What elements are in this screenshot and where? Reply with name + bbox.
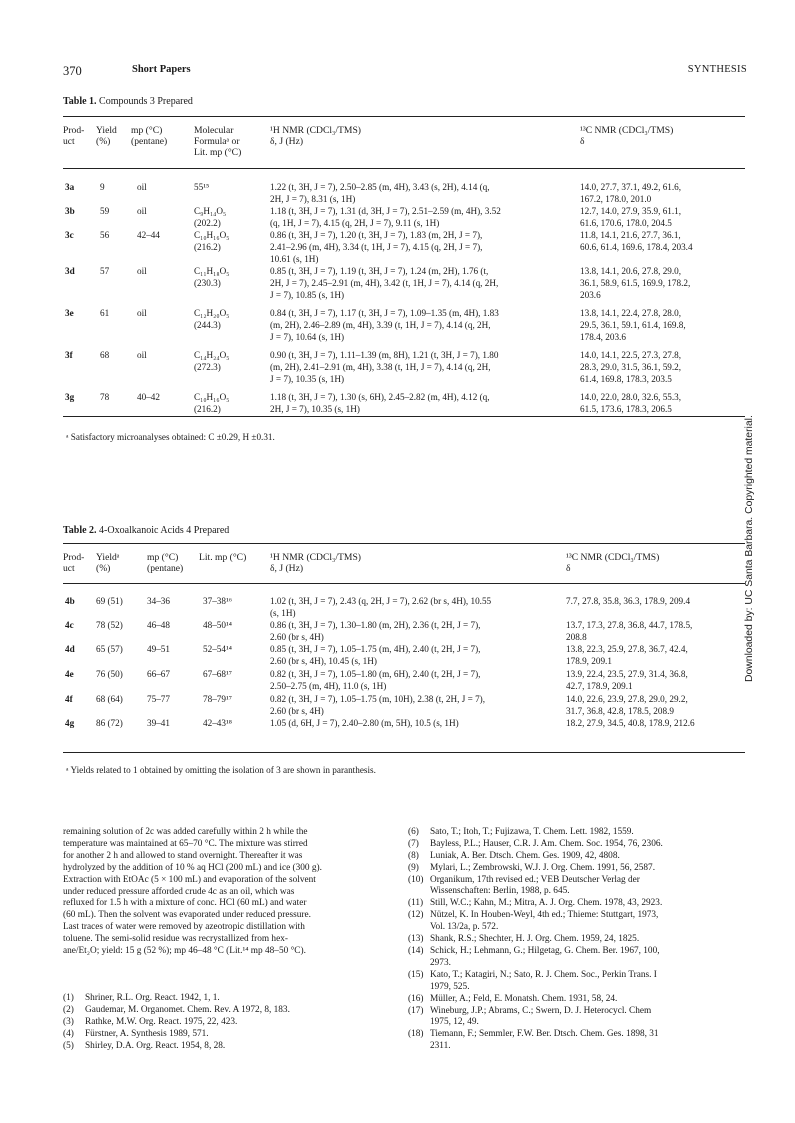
reference-text: 2311. (430, 1041, 451, 1052)
table1-c-nmr-line: 61.6, 170.6, 178.0, 204.5 (580, 218, 672, 228)
table2-h-nmr-line: 2.60 (br s, 4H) (270, 632, 324, 642)
reference-text: Mylari, L.; Zembrowski, W.J. J. Org. Chem. 1991, 56, 2587. (430, 862, 656, 873)
table2-c-nmr-line: 18.2, 27.9, 34.5, 40.8, 178.9, 212.6 (566, 718, 695, 728)
reference-item (63, 993, 393, 1005)
table1-c-nmr-line: 12.7, 14.0, 27.9, 35.9, 61.1, (580, 206, 682, 216)
reference-text: Still, W.C.; Kahn, M.; Mitra, A. J. Org. Chem. 1978, 43, 2923. (430, 898, 663, 909)
table1-bottom-rule (63, 416, 745, 417)
table1-col-header-mol-line: Molecular (194, 125, 234, 136)
table1-c-nmr-line: 36.1, 58.9, 61.5, 169.9, 178.2, (580, 278, 691, 288)
reference-item (63, 1029, 393, 1041)
table2-h-nmr-line: 1.05 (d, 6H, J = 7), 2.40–2.80 (m, 5H), 10.5 (s, 1H) (270, 718, 459, 728)
table1-yield: 68 (100, 350, 110, 360)
table1-h-nmr (270, 391, 490, 415)
table2-col-header-h-line: ¹H NMR (CDCl₃/TMS) (270, 552, 361, 563)
reference-number: (8) (408, 850, 419, 861)
table1-product: 3f (65, 350, 73, 360)
table1-product: 3a (65, 182, 75, 192)
table2-mp: 66–67 (147, 669, 170, 679)
table2-yield: 69 (51) (96, 596, 123, 606)
table1-formula-line: C₁₁H₁₈O₅ (194, 266, 230, 276)
reference-number: (17) (408, 1005, 424, 1016)
reference-text: Gaudemar, M. Organomet. Chem. Rev. A 1972, 8, 183. (85, 1004, 290, 1015)
reference-number: (18) (408, 1029, 424, 1040)
table2-col-header-c-line: δ (566, 563, 571, 574)
reference-item (408, 839, 748, 851)
reference-number: (13) (408, 934, 424, 945)
table1-c-nmr-line: 29.5, 36.1, 59.1, 61.4, 169.8, (580, 320, 686, 330)
table1-c-nmr-line: 14.0, 14.1, 22.5, 27.3, 27.8, (580, 350, 682, 360)
reference-item (63, 1005, 393, 1017)
table2-h-nmr (270, 693, 485, 717)
table1-h-nmr-line: 2.41–2.96 (m, 4H), 3.34 (t, 1H, J = 7), 4.15 (q, 2H, J = 7), (270, 242, 483, 252)
reference-number: (14) (408, 946, 424, 956)
table1-formula-line: (244.3) (194, 320, 221, 330)
table2-yield: 76 (50) (96, 669, 123, 679)
table1-yield: 57 (100, 266, 110, 276)
table1-h-nmr (270, 181, 490, 205)
table2-h-nmr-line: 0.82 (t, 3H, J = 7), 1.05–1.80 (m, 6H), 2.40 (t, 2H, J = 7), (270, 669, 481, 679)
table2-col-header-yield (96, 552, 119, 574)
table1-c-nmr (580, 349, 681, 385)
table1-formula (194, 349, 229, 373)
table1-h-nmr-line: 2H, J = 7), 8.31 (s, 1H) (270, 194, 356, 204)
table2-col-header-lit-line: Lit. mp (°C) (199, 552, 247, 563)
table1-formula-line: (230.3) (194, 278, 221, 288)
table1-col-header-mol-line: Formulaᵃ or (194, 136, 240, 147)
table1-col-header-h-line: δ, J (Hz) (270, 136, 304, 147)
table2-c-nmr-line: 31.7, 36.8, 42.8, 178.5, 208.9 (566, 706, 674, 716)
table2-yield: 78 (52) (96, 620, 123, 630)
table2-col-header-mp-line: mp (°C) (147, 552, 179, 563)
table1-col-header-c (580, 125, 673, 147)
table2-c-nmr (566, 717, 695, 729)
table2-product: 4c (65, 620, 74, 630)
body-text-line: refluxed for 1.5 h with a mixture of conc. HCl (60 mL) and water (63, 898, 307, 909)
table1-c-nmr-line: 14.0, 27.7, 37.1, 49.2, 61.6, (580, 182, 682, 192)
table1-product: 3e (65, 308, 74, 318)
table2-c-nmr-line: 178.9, 209.1 (566, 656, 612, 666)
table1-h-nmr-line: 1.22 (t, 3H, J = 7), 2.50–2.85 (m, 4H), 3.43 (s, 2H), 4.14 (q, (270, 182, 490, 192)
table1-product: 3g (65, 392, 75, 402)
table1-c-nmr (580, 181, 681, 205)
table1-col-header-prod-line: uct (63, 136, 75, 147)
reference-number: (16) (408, 993, 424, 1004)
table1-h-nmr-line: 0.86 (t, 3H, J = 7), 1.20 (t, 3H, J = 7), 1.83 (m, 2H, J = 7), (270, 230, 483, 240)
reference-text: Bayless, P.L.; Hauser, C.R. J. Am. Chem. Soc. 1954, 76, 2306. (430, 838, 663, 849)
table1-h-nmr-line: (m, 2H), 2.46–2.89 (m, 4H), 3.39 (t, 1H, J = 7), 4.14 (q, 2H, (270, 320, 491, 330)
journal-name: SYNTHESIS (687, 64, 747, 75)
table2-h-nmr-line: 0.86 (t, 3H, J = 7), 1.30–1.80 (m, 2H), 2.36 (t, 2H, J = 7), (270, 620, 481, 630)
table1-c-nmr-line: 28.3, 29.0, 31.5, 36.1, 59.2, (580, 362, 682, 372)
section-title: Short Papers (132, 64, 191, 75)
table2-col-header-prod (63, 552, 84, 574)
table1-formula-line: (202.2) (194, 218, 221, 228)
table2-c-nmr-line: 13.9, 22.4, 23.5, 27.9, 31.4, 36.8, (566, 669, 688, 679)
table2-lit: 37–38¹⁶ (203, 596, 232, 606)
table2-product: 4f (65, 694, 73, 704)
table2-h-nmr-line: 0.82 (t, 3H, J = 7), 1.05–1.75 (m, 10H), 2.38 (t, 2H, J = 7), (270, 694, 486, 704)
table1-h-nmr-line: 10.61 (s, 1H) (270, 254, 319, 264)
reference-number: (1) (63, 993, 74, 1003)
table1-h-nmr-line: 2H, J = 7), 10.35 (s, 1H) (270, 404, 360, 414)
reference-text: Müller, A.; Feld, E. Monatsh. Chem. 1931, 58, 24. (430, 993, 618, 1004)
reference-number: (10) (408, 874, 424, 885)
table1-mp: 40–42 (137, 392, 160, 402)
reference-item (408, 934, 748, 946)
table2-h-nmr (270, 717, 459, 729)
table1-h-nmr-line: J = 7), 10.35 (s, 1H) (270, 374, 345, 384)
table2-header-rule (63, 583, 745, 584)
table2-col-header-prod-line: uct (63, 563, 75, 574)
table1-c-nmr-line: 60.6, 61.4, 169.6, 178.4, 203.4 (580, 242, 693, 252)
reference-item (408, 898, 748, 910)
table1-col-header-c-line: ¹³C NMR (CDCl₃/TMS) (580, 125, 674, 136)
table2-lit: 78–79¹⁷ (203, 694, 232, 704)
table2-caption: Table 2. 4-Oxoalkanoic Acids 4 Prepared (63, 525, 230, 536)
reference-text: Shank, R.S.; Shechter, H. J. Org. Chem. 1959, 24, 1825. (430, 934, 640, 945)
table2-col-header-mp-line: (pentane) (147, 563, 184, 574)
body-text-line: hydrolyzed by the addition of 10 % aq HCl (200 mL) and ice (300 g). (63, 862, 322, 873)
table1-col-header-mol (194, 125, 241, 158)
reference-text: Shirley, D.A. Org. React. 1954, 8, 28. (85, 1040, 226, 1051)
table2-lit: 42–43¹⁸ (203, 718, 232, 728)
reference-item (408, 910, 748, 934)
table2-lit: 48–50¹⁴ (203, 620, 232, 630)
reference-text: 1979, 525. (430, 981, 470, 992)
reference-text: Organikum, 17th revised ed.; VEB Deutscher Verlag der (430, 874, 640, 885)
table2-product: 4g (65, 718, 75, 728)
table1-c-nmr (580, 307, 686, 343)
table1-h-nmr (270, 205, 501, 229)
table1-yield: 59 (100, 206, 110, 216)
table1-yield: 61 (100, 308, 110, 318)
table1-c-nmr (580, 265, 690, 301)
table2-lit: 52–54¹⁴ (203, 644, 232, 654)
table1-col-header-mol-line: Lit. mp (°C) (194, 147, 242, 158)
reference-item (63, 1041, 393, 1053)
body-text-line: ane/Et₂O; yield: 15 g (52 %); mp 46–48 °C (Lit.¹⁴ mp 48–50 °C). (63, 946, 306, 957)
table2-c-nmr-line: 13.7, 17.3, 27.8, 36.8, 44.7, 178.5, (566, 620, 693, 630)
table1-formula (194, 205, 226, 229)
reference-number: (2) (63, 1004, 74, 1015)
reference-number: (11) (408, 898, 424, 909)
table1-c-nmr (580, 391, 681, 415)
table2-top-rule (63, 543, 745, 544)
table2-mp: 34–36 (147, 596, 170, 606)
table1-col-header-h (270, 125, 361, 147)
table1-h-nmr-line: 0.85 (t, 3H, J = 7), 1.19 (t, 3H, J = 7), 1.24 (m, 2H), 1.76 (t, (270, 266, 489, 276)
reference-text: 2973. (430, 957, 451, 968)
body-text-line: (60 mL). Then the solvent was evaporated under reduced pressure. (63, 910, 311, 921)
reference-item (408, 875, 748, 899)
reference-item (408, 946, 748, 970)
body-text-line: temperature was maintained at 65–70 °C. The mixture was stirred (63, 838, 308, 849)
reference-text: Nützel, K. In Houben-Weyl, 4th ed.; Thieme: Stuttgart, 1973, (430, 910, 659, 921)
table2-col-header-mp (147, 552, 183, 574)
table1-h-nmr-line: 1.18 (t, 3H, J = 7), 1.31 (d, 3H, J = 7), 2.51–2.59 (m, 4H), 3.52 (270, 206, 501, 216)
table2-h-nmr (270, 668, 480, 692)
table2-h-nmr-line: 1.02 (t, 3H, J = 7), 2.43 (q, 2H, J = 7), 2.62 (br s, 4H), 10.55 (270, 596, 492, 606)
table1-product: 3c (65, 230, 74, 240)
reference-number: (12) (408, 910, 424, 921)
reference-text: Wissenschaften: Berlin, 1988, p. 645. (430, 886, 570, 897)
table1-c-nmr-line: 13.8, 14.1, 20.6, 27.8, 29.0, (580, 266, 682, 276)
table2-mp: 46–48 (147, 620, 170, 630)
table2-product: 4b (65, 596, 75, 606)
table2-col-header-h (270, 552, 361, 574)
table1-formula-line: C₁₄H₂₄O₅ (194, 350, 230, 360)
reference-text: Vol. 13/2a, p. 572. (430, 922, 499, 933)
table1-formula-line: C₁₂H₂₀O₅ (194, 308, 230, 318)
table1-top-rule (63, 116, 745, 117)
reference-text: Tiemann, F.; Semmler, F.W. Ber. Dtsch. Chem. Ges. 1898, 31 (430, 1029, 659, 1040)
table1-h-nmr-line: 2H, J = 7), 2.45–2.91 (m, 4H), 3.42 (t, 1H, J = 7), 4.14 (q, 2H, (270, 278, 499, 288)
table1-formula-line: (272.3) (194, 362, 221, 372)
table2-h-nmr-line: 2.60 (br s, 4H), 10.45 (s, 1H) (270, 656, 377, 666)
page-number: 370 (63, 64, 82, 78)
reference-number: (7) (408, 838, 419, 849)
reference-text: 1975, 12, 49. (430, 1017, 479, 1028)
table2-footnote: ᵃ Yields related to 1 obtained by omitting the isolation of 3 are shown in paranthesis. (66, 765, 376, 775)
table2-h-nmr-line: (s, 1H) (270, 608, 296, 618)
table1-c-nmr-line: 167.2, 178.0, 201.0 (580, 194, 652, 204)
reference-number: (9) (408, 862, 419, 873)
table2-yield: 86 (72) (96, 718, 123, 728)
table2-col-header-c (566, 552, 659, 574)
table1-col-header-h-line: ¹H NMR (CDCl₃/TMS) (270, 125, 361, 136)
table2-c-nmr-line: 14.0, 22.6, 23.9, 27.8, 29.0, 29.2, (566, 694, 688, 704)
reference-number: (3) (63, 1016, 74, 1027)
reference-item (408, 970, 748, 994)
table2-c-nmr (566, 668, 688, 692)
table2-c-nmr-line: 208.8 (566, 632, 587, 642)
table2-product: 4d (65, 644, 75, 654)
reference-number: (5) (63, 1040, 74, 1051)
table1-col-header-yield-line: (%) (96, 136, 111, 147)
reference-item (408, 863, 748, 875)
table2-h-nmr-line: 2.60 (br s, 4H) (270, 706, 324, 716)
table2-h-nmr-line: 0.85 (t, 3H, J = 7), 1.05–1.75 (m, 4H), 2.40 (t, 2H, J = 7), (270, 644, 481, 654)
table2-c-nmr (566, 595, 690, 607)
table2-c-nmr-line: 42.7, 178.9, 209.1 (566, 681, 633, 691)
reference-number: (4) (63, 1028, 74, 1039)
table1-col-header-mp-line: (pentane) (131, 136, 168, 147)
table1-h-nmr-line: 0.84 (t, 3H, J = 7), 1.17 (t, 3H, J = 7), 1.09–1.35 (m, 4H), 1.83 (270, 308, 499, 318)
table1-yield: 56 (100, 230, 110, 240)
table2-h-nmr (270, 619, 480, 643)
table1-formula-line: C₁₀H₁₆O₅ (194, 230, 230, 240)
table2-mp: 75–77 (147, 694, 170, 704)
body-text-line: remaining solution of 2c was added carefully within 2 h while the (63, 827, 308, 837)
table1-h-nmr-line: 1.18 (t, 3H, J = 7), 1.30 (s, 6H), 2.45–2.82 (m, 4H), 4.12 (q, (270, 392, 490, 402)
table2-yield: 65 (57) (96, 644, 123, 654)
table2-c-nmr-line: 7.7, 27.8, 35.8, 36.3, 178.9, 209.4 (566, 596, 691, 606)
table2-h-nmr-line: 2.50–2.75 (m, 4H), 11.0 (s, 1H) (270, 681, 387, 691)
table1-formula-line: (216.2) (194, 404, 221, 414)
table1-mp: oil (137, 308, 147, 318)
table2-col-header-h-line: δ, J (Hz) (270, 563, 304, 574)
reference-text: Shriner, R.L. Org. React. 1942, 1, 1. (85, 993, 220, 1003)
table1-mp: oil (137, 206, 147, 216)
table1-formula-line: (216.2) (194, 242, 221, 252)
reference-number: (15) (408, 969, 424, 980)
table2-c-nmr (566, 643, 688, 667)
table1-formula (194, 265, 229, 289)
body-text-line: under reduced pressure afforded crude 4c as an oil, which was (63, 886, 295, 897)
table2-c-nmr (566, 693, 688, 717)
table2-col-header-lit (199, 552, 246, 563)
table2-c-nmr (566, 619, 692, 643)
reference-text: Luniak, A. Ber. Dtsch. Chem. Ges. 1909, 42, 4808. (430, 850, 620, 861)
table1-c-nmr (580, 205, 681, 229)
reference-text: Sato, T.; Itoh, T.; Fujizawa, T. Chem. Lett. 1982, 1559. (430, 827, 634, 837)
table1-formula (194, 391, 229, 415)
table1-yield: 9 (100, 182, 105, 192)
table1-col-header-prod-line: Prod- (63, 125, 85, 136)
table1-c-nmr-line: 203.6 (580, 290, 601, 300)
table1-mp: oil (137, 266, 147, 276)
table1-formula-line: C₉H₁₄O₅ (194, 206, 227, 216)
table1-mp: 42–44 (137, 230, 160, 240)
table1-c-nmr-line: 61.5, 173.6, 178.3, 206.5 (580, 404, 672, 414)
table1-c-nmr-line: 61.4, 169.8, 178.3, 203.5 (580, 374, 672, 384)
table1-h-nmr (270, 307, 499, 343)
reference-text: Schick, H.; Lehmann, G.; Hilgetag, G. Chem. Ber. 1967, 100, (430, 946, 660, 956)
table1-h-nmr-line: (q, 1H, J = 7), 4.15 (q, 2H, J = 7), 9.11 (s, 1H) (270, 218, 440, 228)
table1-h-nmr-line: J = 7), 10.85 (s, 1H) (270, 290, 345, 300)
reference-text: Kato, T.; Katagiri, N.; Sato, R. J. Chem. Soc., Perkin Trans. I (430, 969, 657, 980)
table1-header-rule (63, 168, 745, 169)
table1-mp: oil (137, 350, 147, 360)
table1-c-nmr-line: 11.8, 14.1, 21.6, 27.7, 36.1, (580, 230, 681, 240)
table1-c-nmr-line: 178.4, 203.6 (580, 332, 626, 342)
table2-mp: 39–41 (147, 718, 170, 728)
table1-h-nmr-line: (m, 2H), 2.41–2.91 (m, 4H), 3.38 (t, 1H, J = 7), 4.14 (q, 2H, (270, 362, 491, 372)
reference-item (408, 827, 748, 839)
table2-col-header-c-line: ¹³C NMR (CDCl₃/TMS) (566, 552, 660, 563)
reference-item (63, 1017, 393, 1029)
table1-footnote: ᵃ Satisfactory microanalyses obtained: C ±0.29, H ±0.31. (66, 432, 275, 442)
reference-item (408, 1029, 748, 1053)
body-text-line: Last traces of water were removed by azeotropic distillation with (63, 922, 305, 933)
table1-h-nmr (270, 265, 498, 301)
reference-text: Rathke, M.W. Org. React. 1975, 22, 423. (85, 1016, 238, 1027)
table1-product: 3d (65, 266, 75, 276)
table1-col-header-mp-line: mp (°C) (131, 125, 163, 136)
table1-col-header-prod (63, 125, 84, 147)
table1-h-nmr-line: J = 7), 10.64 (s, 1H) (270, 332, 345, 342)
table2-h-nmr (270, 643, 480, 667)
table2-col-header-yield-line: Yieldᵃ (96, 552, 120, 563)
body-text-line: toluene. The semi-solid residue was recrystallized from hex- (63, 934, 288, 945)
table1-c-nmr-line: 13.8, 14.1, 22.4, 27.8, 28.0, (580, 308, 682, 318)
table2-col-header-prod-line: Prod- (63, 552, 85, 563)
body-text (63, 827, 322, 958)
table1-col-header-mp (131, 125, 167, 147)
table1-caption: Table 1. Compounds 3 Prepared (63, 96, 193, 107)
body-text-line: Extraction with EtOAc (5 × 100 mL) and evaporation of the solvent (63, 874, 316, 885)
table1-mp: oil (137, 182, 147, 192)
reference-number: (6) (408, 827, 419, 837)
table2-col-header-yield-line: (%) (96, 563, 111, 574)
table2-h-nmr (270, 595, 491, 619)
table2-c-nmr-line: 13.8, 22.3, 25.9, 27.8, 36.7, 42.4, (566, 644, 688, 654)
table2-mp: 49–51 (147, 644, 170, 654)
table2-product: 4e (65, 669, 74, 679)
reference-text: Wineburg, J.P.; Abrams, C.; Swern, D. J. Heterocycl. Chem (430, 1005, 652, 1016)
table1-c-nmr (580, 229, 693, 253)
body-text-line: for another 2 h and allowed to stand overnight. Thereafter it was (63, 850, 303, 861)
reference-item (408, 994, 748, 1006)
table1-col-header-yield-line: Yield (96, 125, 117, 136)
table1-formula (194, 307, 229, 331)
table1-formula (194, 181, 209, 193)
table1-formula-line: C₁₀H₁₆O₅ (194, 392, 230, 402)
table1-h-nmr-line: 0.90 (t, 3H, J = 7), 1.11–1.39 (m, 8H), 1.21 (t, 3H, J = 7), 1.80 (270, 350, 499, 360)
table1-h-nmr (270, 349, 498, 385)
table2-bottom-rule (63, 752, 745, 753)
table1-product: 3b (65, 206, 75, 216)
table1-formula (194, 229, 229, 253)
table1-formula-line: 55¹⁵ (194, 182, 210, 192)
table1-col-header-yield (96, 125, 117, 147)
table2-yield: 68 (64) (96, 694, 123, 704)
table1-yield: 78 (100, 392, 110, 402)
reference-item (408, 1006, 748, 1030)
table2-lit: 67–68¹⁷ (203, 669, 232, 679)
download-notice: Downloaded by: UC Santa Barbara. Copyrighted material. (744, 415, 755, 682)
reference-text: Fürstner, A. Synthesis 1989, 571. (85, 1028, 209, 1039)
table1-c-nmr-line: 14.0, 22.0, 28.0, 32.6, 55.3, (580, 392, 682, 402)
table1-col-header-c-line: δ (580, 136, 585, 147)
reference-item (408, 851, 748, 863)
table1-h-nmr (270, 229, 482, 265)
